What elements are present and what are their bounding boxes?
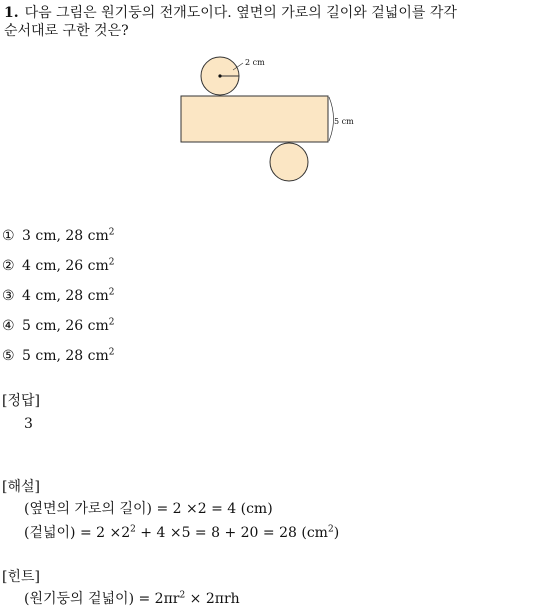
lateral-face-rect [181, 96, 328, 142]
answer-value: 3 [24, 416, 33, 432]
choice-2-sup: 2 [108, 257, 115, 268]
choice-2[interactable] [2, 256, 115, 276]
choice-5-text: 5 cm, 28 cm [22, 348, 109, 364]
radius-label: 2 cm [245, 58, 265, 67]
choice-3-text: 4 cm, 28 cm [22, 288, 109, 304]
explanation-line-2-c: ) [333, 525, 340, 541]
question-text-2: 순서대로 구한 것은? [4, 23, 129, 39]
explanation-line-2-sup2: 2 [327, 524, 334, 535]
choice-1-sup: 2 [108, 227, 115, 238]
choice-1-mark: ① [2, 228, 15, 244]
choice-5-sup: 2 [108, 347, 115, 358]
choice-4-text: 5 cm, 26 cm [22, 318, 109, 334]
question-text-1: 다음 그림은 원기둥의 전개도이다. 옆면의 가로의 길이와 겉넓이를 각각 [24, 5, 457, 21]
choice-4-sup: 2 [108, 317, 115, 328]
cylinder-net-figure [0, 0, 535, 200]
hint-line-sup: 2 [179, 590, 186, 601]
height-label: 5 cm [334, 117, 354, 126]
choice-2-text: 4 cm, 26 cm [22, 258, 109, 274]
bottom-base-circle [270, 143, 308, 181]
explanation-line-1: (옆면의 가로의 길이) = 2 ×2 = 4 (cm) [24, 501, 273, 517]
hint-line-a: (원기둥의 겉넓이) = 2πr [24, 591, 180, 607]
height-brace [329, 97, 334, 141]
explanation-line-2-sup1: 2 [130, 524, 136, 535]
choice-3[interactable] [2, 286, 115, 306]
explanation-heading: [해설] [2, 479, 40, 495]
explanation-line-2-b: + 4 ×5 = 8 + 20 = 28 (cm [135, 525, 328, 541]
explanation-line-2-a: (겉넓이) = 2 ×2 [24, 525, 131, 541]
choice-5[interactable] [2, 346, 115, 366]
question-number: 1. [4, 5, 19, 21]
choice-1[interactable] [2, 226, 115, 246]
choice-3-mark: ③ [2, 288, 15, 304]
answer-heading: [정답] [2, 393, 40, 409]
choice-4[interactable] [2, 316, 115, 336]
choice-2-mark: ② [2, 258, 15, 274]
choice-1-text: 3 cm, 28 cm [22, 228, 109, 244]
hint-line-b: × 2πrh [185, 591, 240, 607]
hint-line [24, 589, 240, 609]
hint-heading: [힌트] [2, 569, 40, 585]
choice-5-mark: ⑤ [2, 348, 15, 364]
center-dot [218, 74, 221, 77]
choice-4-mark: ④ [2, 318, 15, 334]
explanation-line-2 [24, 523, 339, 543]
choice-3-sup: 2 [108, 287, 115, 298]
